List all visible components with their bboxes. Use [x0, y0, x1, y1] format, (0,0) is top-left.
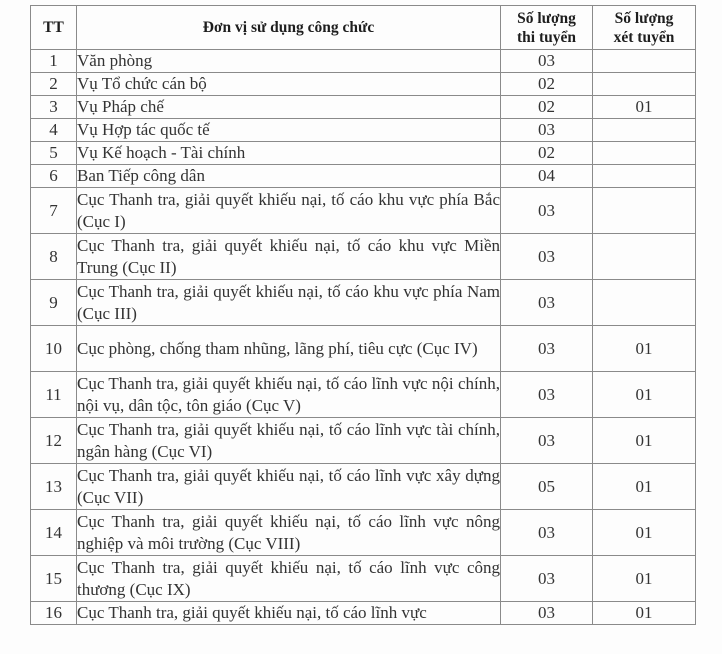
cell-unit: Vụ Pháp chế	[77, 96, 501, 119]
cell-unit: Cục Thanh tra, giải quyết khiếu nại, tố cáo khu vực Miền Trung (Cục II)	[77, 234, 501, 280]
cell-thi-tuyen: 03	[501, 119, 593, 142]
table-row	[31, 372, 696, 418]
cell-tt: 4	[31, 119, 77, 142]
header-tt: TT	[31, 6, 77, 50]
cell-thi-tuyen: 02	[501, 142, 593, 165]
cell-tt: 5	[31, 142, 77, 165]
table-row	[31, 96, 696, 119]
cell-tt: 8	[31, 234, 77, 280]
cell-xet-tuyen	[593, 280, 696, 326]
cell-unit: Cục Thanh tra, giải quyết khiếu nại, tố cáo lĩnh vực tài chính, ngân hàng (Cục VI)	[77, 418, 501, 464]
cell-tt: 1	[31, 50, 77, 73]
table-row	[31, 234, 696, 280]
table-header	[31, 6, 696, 50]
cell-xet-tuyen	[593, 142, 696, 165]
cell-xet-tuyen: 01	[593, 96, 696, 119]
cell-unit: Cục Thanh tra, giải quyết khiếu nại, tố cáo khu vực phía Bắc (Cục I)	[77, 188, 501, 234]
table-body	[31, 50, 696, 625]
table-row	[31, 510, 696, 556]
cell-xet-tuyen: 01	[593, 556, 696, 602]
table-row	[31, 464, 696, 510]
cell-thi-tuyen: 03	[501, 372, 593, 418]
cell-thi-tuyen: 03	[501, 556, 593, 602]
cell-thi-tuyen: 03	[501, 326, 593, 372]
cell-thi-tuyen: 03	[501, 280, 593, 326]
cell-tt: 9	[31, 280, 77, 326]
cell-unit: Cục Thanh tra, giải quyết khiếu nại, tố cáo lĩnh vực nông nghiệp và môi trường (Cục VIII)	[77, 510, 501, 556]
header-thi-tuyen-line1: Số lượng	[517, 9, 576, 27]
header-xet-tuyen-line1: Số lượng	[614, 9, 674, 27]
cell-tt: 13	[31, 464, 77, 510]
table-row	[31, 142, 696, 165]
cell-unit: Cục Thanh tra, giải quyết khiếu nại, tố cáo lĩnh vực công thương (Cục IX)	[77, 556, 501, 602]
cell-unit: Ban Tiếp công dân	[77, 165, 501, 188]
table-row	[31, 50, 696, 73]
table-row	[31, 602, 696, 625]
cell-thi-tuyen: 03	[501, 510, 593, 556]
cell-xet-tuyen: 01	[593, 510, 696, 556]
table-row	[31, 556, 696, 602]
cell-tt: 16	[31, 602, 77, 625]
cell-tt: 2	[31, 73, 77, 96]
cell-tt: 6	[31, 165, 77, 188]
cell-xet-tuyen: 01	[593, 372, 696, 418]
cell-tt: 7	[31, 188, 77, 234]
cell-thi-tuyen: 03	[501, 418, 593, 464]
cell-xet-tuyen	[593, 188, 696, 234]
cell-tt: 14	[31, 510, 77, 556]
cell-tt: 3	[31, 96, 77, 119]
table-row	[31, 119, 696, 142]
cell-unit: Văn phòng	[77, 50, 501, 73]
cell-tt: 10	[31, 326, 77, 372]
cell-unit: Vụ Tổ chức cán bộ	[77, 73, 501, 96]
header-thi-tuyen-line2: thi tuyển	[517, 28, 576, 46]
cell-unit: Cục Thanh tra, giải quyết khiếu nại, tố cáo lĩnh vực	[77, 602, 501, 625]
cell-thi-tuyen: 03	[501, 188, 593, 234]
cell-xet-tuyen	[593, 119, 696, 142]
table-row	[31, 73, 696, 96]
cell-unit: Vụ Hợp tác quốc tế	[77, 119, 501, 142]
cell-unit: Vụ Kế hoạch - Tài chính	[77, 142, 501, 165]
header-thi-tuyen	[501, 6, 593, 50]
cell-unit: Cục Thanh tra, giải quyết khiếu nại, tố cáo lĩnh vực nội chính, nội vụ, dân tộc, tôn giáo (Cục V)	[77, 372, 501, 418]
cell-xet-tuyen: 01	[593, 602, 696, 625]
cell-unit: Cục Thanh tra, giải quyết khiếu nại, tố cáo khu vực phía Nam (Cục III)	[77, 280, 501, 326]
table-row	[31, 418, 696, 464]
table-row	[31, 280, 696, 326]
recruitment-quota-table	[30, 5, 696, 625]
cell-thi-tuyen: 05	[501, 464, 593, 510]
cell-thi-tuyen: 03	[501, 602, 593, 625]
table-row	[31, 188, 696, 234]
cell-tt: 15	[31, 556, 77, 602]
cell-xet-tuyen	[593, 73, 696, 96]
cell-thi-tuyen: 02	[501, 96, 593, 119]
cell-xet-tuyen	[593, 234, 696, 280]
cell-xet-tuyen: 01	[593, 464, 696, 510]
cell-xet-tuyen: 01	[593, 418, 696, 464]
cell-thi-tuyen: 02	[501, 73, 593, 96]
header-xet-tuyen	[593, 6, 696, 50]
cell-unit: Cục Thanh tra, giải quyết khiếu nại, tố cáo lĩnh vực xây dựng (Cục VII)	[77, 464, 501, 510]
cell-thi-tuyen: 03	[501, 234, 593, 280]
table-row	[31, 326, 696, 372]
cell-tt: 12	[31, 418, 77, 464]
table-row	[31, 165, 696, 188]
cell-xet-tuyen	[593, 50, 696, 73]
cell-xet-tuyen: 01	[593, 326, 696, 372]
cell-thi-tuyen: 03	[501, 50, 593, 73]
cell-tt: 11	[31, 372, 77, 418]
cell-xet-tuyen	[593, 165, 696, 188]
cell-unit: Cục phòng, chống tham nhũng, lãng phí, tiêu cực (Cục IV)	[77, 326, 501, 372]
header-row	[31, 6, 696, 50]
header-unit: Đơn vị sử dụng công chức	[77, 6, 501, 50]
header-xet-tuyen-line2: xét tuyển	[613, 28, 675, 46]
cell-thi-tuyen: 04	[501, 165, 593, 188]
